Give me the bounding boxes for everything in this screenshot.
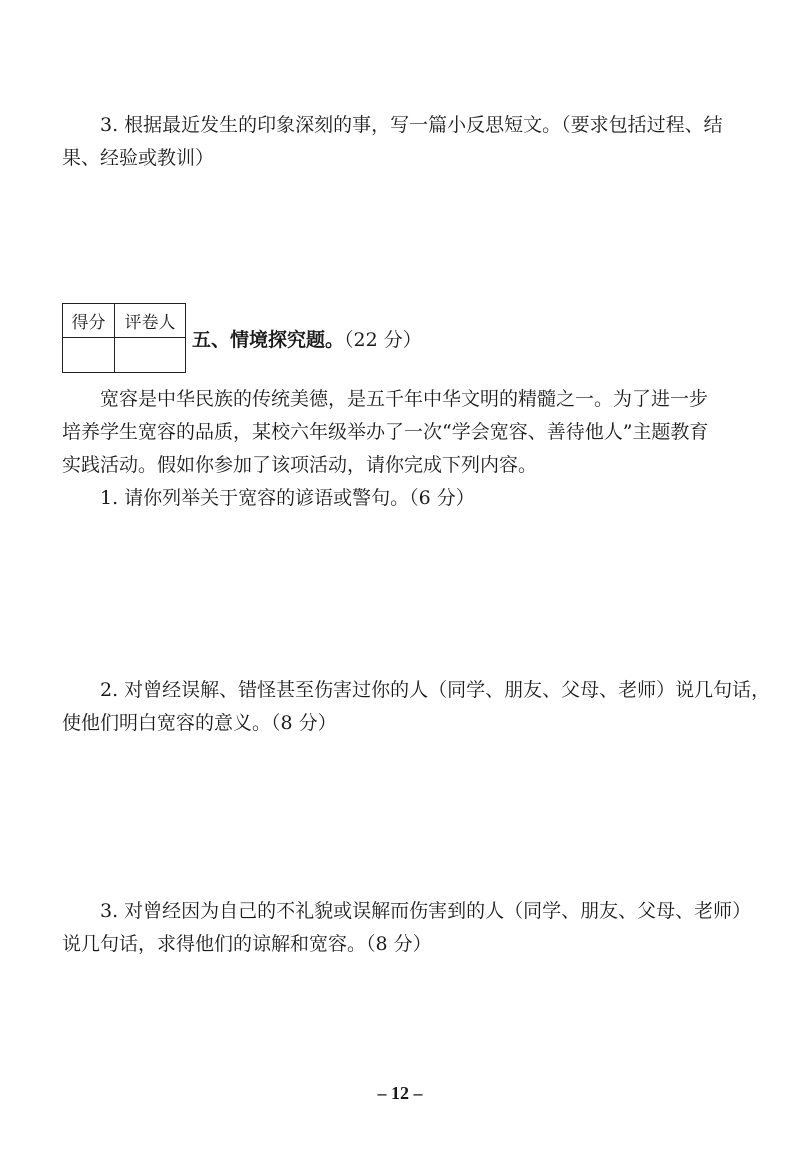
- question-1: 1. 请你列举关于宽容的谚语或警句。（6 分）: [100, 487, 475, 509]
- question-3-line1: 3. 对曾经因为自己的不礼貌或误解而伤害到的人（同学、朋友、父母、老师）: [100, 900, 752, 922]
- section-five-heading: [192, 328, 422, 352]
- intro-line1: 宽容是中华民族的传统美德，是五千年中华文明的精髓之一。为了进一步: [100, 388, 709, 410]
- intro-line2: 培养学生宽容的品质，某校六年级举办了一次“学会宽容、善待他人”主题教育: [62, 421, 709, 443]
- grader-header: 评卷人: [115, 304, 185, 338]
- q3-reflection-line1: 3. 根据最近发生的印象深刻的事，写一篇小反思短文。（要求包括过程、结: [100, 114, 723, 136]
- score-field[interactable]: [63, 338, 115, 372]
- grader-field[interactable]: [115, 338, 185, 372]
- question-2-line1: 2. 对曾经误解、错怪甚至伤害过你的人（同学、朋友、父母、老师）说几句话，: [100, 679, 771, 701]
- section-five-title: 五、情境探究题。: [192, 329, 345, 351]
- score-header: 得分: [63, 304, 115, 338]
- score-box: [62, 303, 186, 373]
- section-five-points: （22 分）: [344, 329, 422, 351]
- question-2-line2: 使他们明白宽容的意义。（8 分）: [62, 712, 337, 734]
- intro-line3: 实践活动。假如你参加了该项活动，请你完成下列内容。: [62, 454, 538, 476]
- page-number: – 12 –: [377, 1083, 423, 1103]
- question-3-line2: 说几句话，求得他们的谅解和宽容。（8 分）: [62, 933, 432, 955]
- q3-reflection-line2: 果、经验或教训）: [62, 147, 215, 169]
